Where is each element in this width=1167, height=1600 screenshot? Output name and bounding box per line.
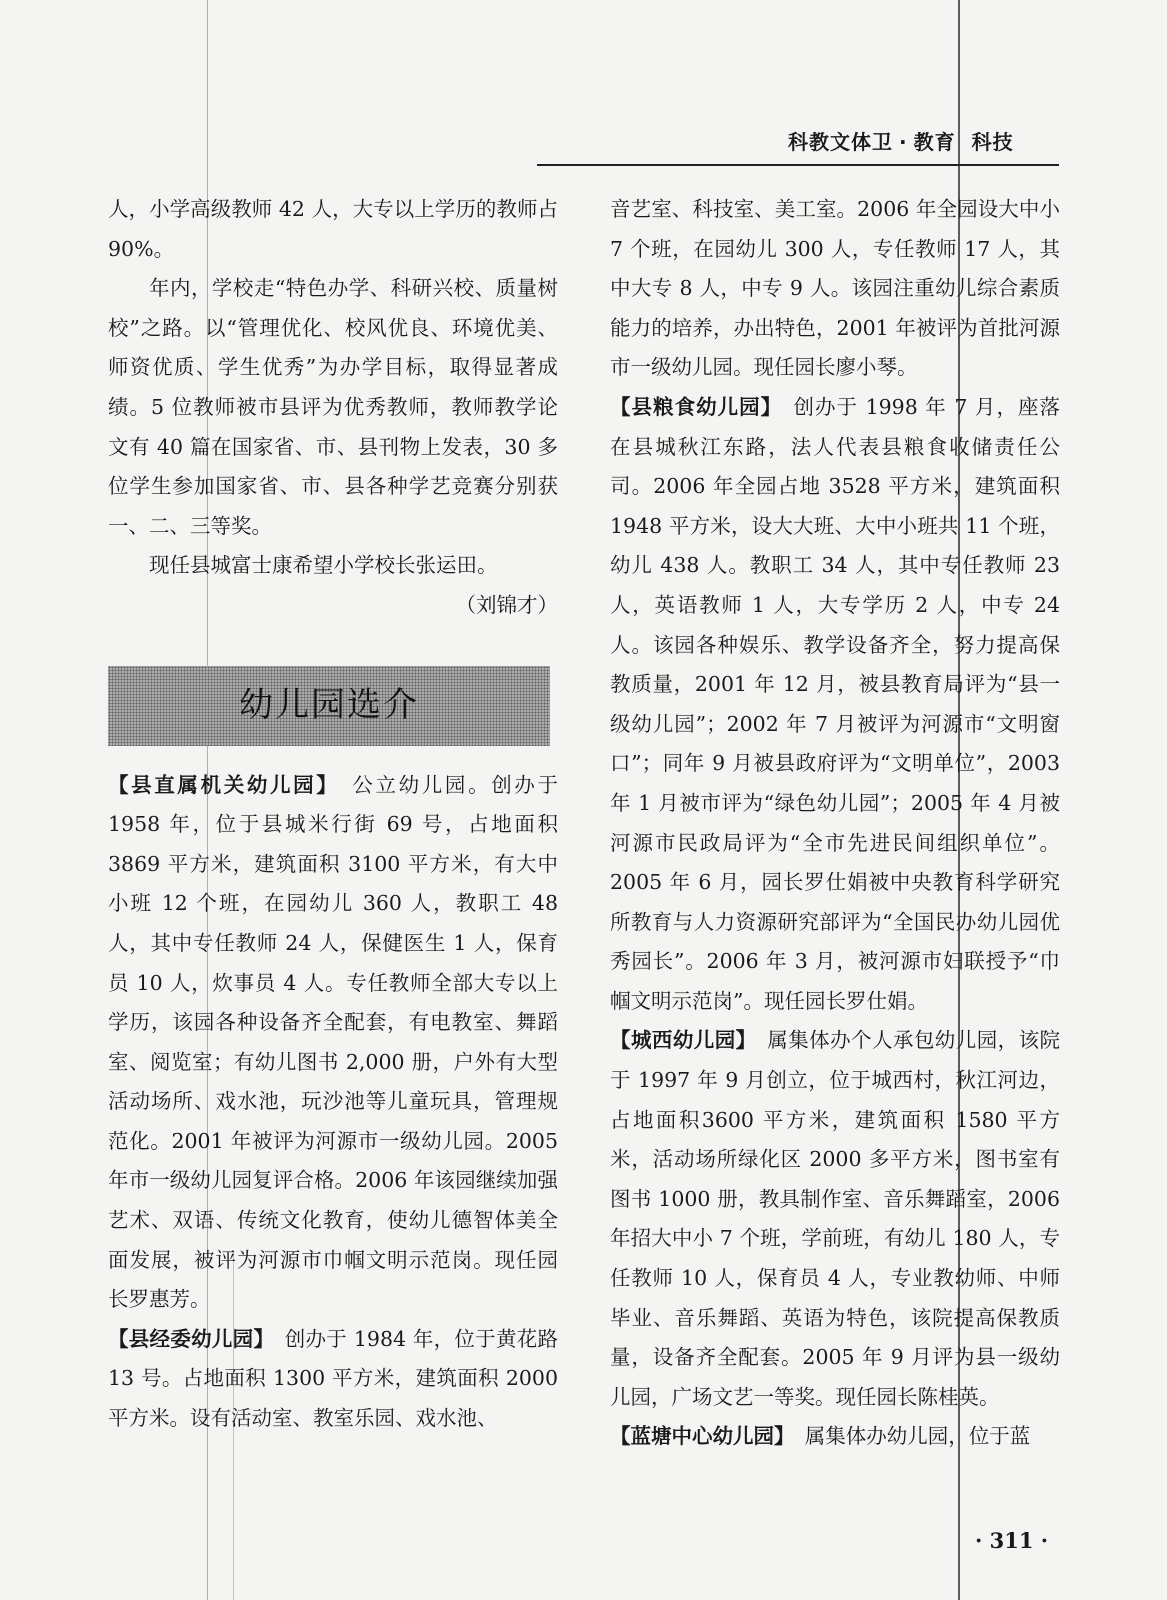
page-number: · 311 · bbox=[975, 1528, 1049, 1553]
right-column bbox=[610, 190, 1060, 1457]
entry-body: 创办于 1984 年，位于黄花路 13 号。占地面积 1300 平方米，建筑面积 2000 平方米。设有活动室、教室乐园、戏水池、 bbox=[108, 1326, 558, 1431]
running-header bbox=[788, 126, 1014, 155]
entry bbox=[610, 1021, 1060, 1417]
entry-name: 【县经委幼儿园】 bbox=[108, 1326, 264, 1351]
header-section: 科教文体卫 bbox=[788, 130, 893, 154]
section-title-banner bbox=[108, 666, 550, 746]
paragraph: 音艺室、科技室、美工室。2006 年全园设大中小 7 个班，在园幼儿 300 人，专任教师 17 人，其中大专 8 人，中专 9 人。该园注重幼儿综合素质能力的培养，办出特色，2001 年被评为首批河源市一级幼儿园。现任园长廖小琴。 bbox=[610, 197, 1060, 380]
entry bbox=[610, 1417, 1060, 1457]
entry-body: 公立幼儿园。创办于 1958 年，位于县城米行街 69 号，占地面积3869 平方米，建筑面积 3100 平方米，有大中小班 12 个班，在园幼儿 360 人，教职工 48 人，其中专任教师 24 人，保健医生 1 人，保育员 10 人，炊事员 4 人。专任教师全部大专以上学历，该园各种设备齐全配套，有电教室、舞蹈室、阅览室；有幼儿图书 2,000 册，户外有大型活动场所、戏水池，玩沙池等儿童玩具，管理规范化。2001 年被评为河源市一级幼儿园。2005 年市一级幼儿园复评合格。2006 年该园继续加强艺术、双语、传统文化教育，使幼儿德智体美全面发展，被评为河源市巾帼文明示范岗。现任园长罗惠芳。 bbox=[108, 772, 559, 1312]
header-subsection: 教育 bbox=[913, 130, 956, 154]
entry-name: 【县粮食幼儿园】 bbox=[610, 394, 772, 419]
author-credit: （刘锦才） bbox=[455, 592, 558, 617]
entry bbox=[610, 388, 1060, 1022]
paragraph: 年内，学校走“特色办学、科研兴校、质量树校”之路。以“管理优化、校风优良、环境优美、师资优质、学生优秀”为办学目标，取得显著成绩。5 位教师被市县评为优秀教师，教师教学论文有 40 篇在国家省、市、县刊物上发表，30 多位学生参加国家省、市、县各种学艺竞赛分别获一、二、三等奖。 bbox=[108, 276, 558, 538]
entry-name: 【城西幼儿园】 bbox=[610, 1028, 747, 1053]
paragraph: 现任县城富士康希望小学校长张运田。 bbox=[149, 553, 498, 578]
paragraph: 人，小学高级教师 42 人，大专以上学历的教师占 90%。 bbox=[108, 197, 558, 261]
entry bbox=[108, 766, 558, 1320]
entry-body: 创办于 1998 年 7 月，座落在县城秋江东路，法人代表县粮食收储责任公司。2006 年全园占地 3528 平方米，建筑面积 1948 平方米，设大大班、大中小班共 11 个班，幼儿 438 人。教职工 34 人，其中专任教师 23 人，英语教师 1 人，大专学历 2 人，中专 24 人。该园各种娱乐、教学设备齐全，努力提高保教质量，2001 年 12 月，被县教育局评为“县一级幼儿园”；2002 年 7 月被评为河源市“文明窗口”；同年 9 月被县政府评为“文明单位”，2003 年 1 月被市评为“绿色幼儿园”；2005 年 4 月被河源市民政局评为“全市先进民间组织单位”。2005 年 6 月，园长罗仕娟被中央教育科学研究所教育与人力资源研究部评为“全国民办幼儿园优秀园长”。2006 年 3 月，被河源市妇联授予“巾帼文明示范岗”。现任园长罗仕娟。 bbox=[610, 394, 1060, 1013]
header-rule bbox=[537, 164, 1059, 166]
left-column bbox=[108, 190, 558, 1439]
entry bbox=[108, 1320, 558, 1439]
entry-body: 属集体办幼儿园，位于蓝 bbox=[784, 1424, 1031, 1449]
entry-body: 属集体办个人承包幼儿园，该院于 1997 年 9 月创立，位于城西村，秋江河边，占地面积3600 平方米，建筑面积 1580 平方米，活动场所绿化区 2000 多平方米，图书室有图书 1000 册，教具制作室、音乐舞蹈室，2006 年招大中小 7 个班，学前班，有幼儿 180 人，专任教师 10 人，保育员 4 人，专业教幼师、中师毕业、音乐舞蹈、英语为特色，该院提高保教质量，设备齐全配套。2005 年 9 月评为县一级幼儿园，广场文艺一等奖。现任园长陈桂英。 bbox=[610, 1028, 1061, 1409]
entry-name: 【蓝塘中心幼儿园】 bbox=[610, 1424, 785, 1449]
header-separator: · bbox=[899, 130, 908, 154]
entry-name: 【县直属机关幼儿园】 bbox=[108, 772, 330, 797]
section-title: 幼儿园选介 bbox=[239, 684, 419, 725]
header-topic: 科技 bbox=[971, 130, 1014, 154]
